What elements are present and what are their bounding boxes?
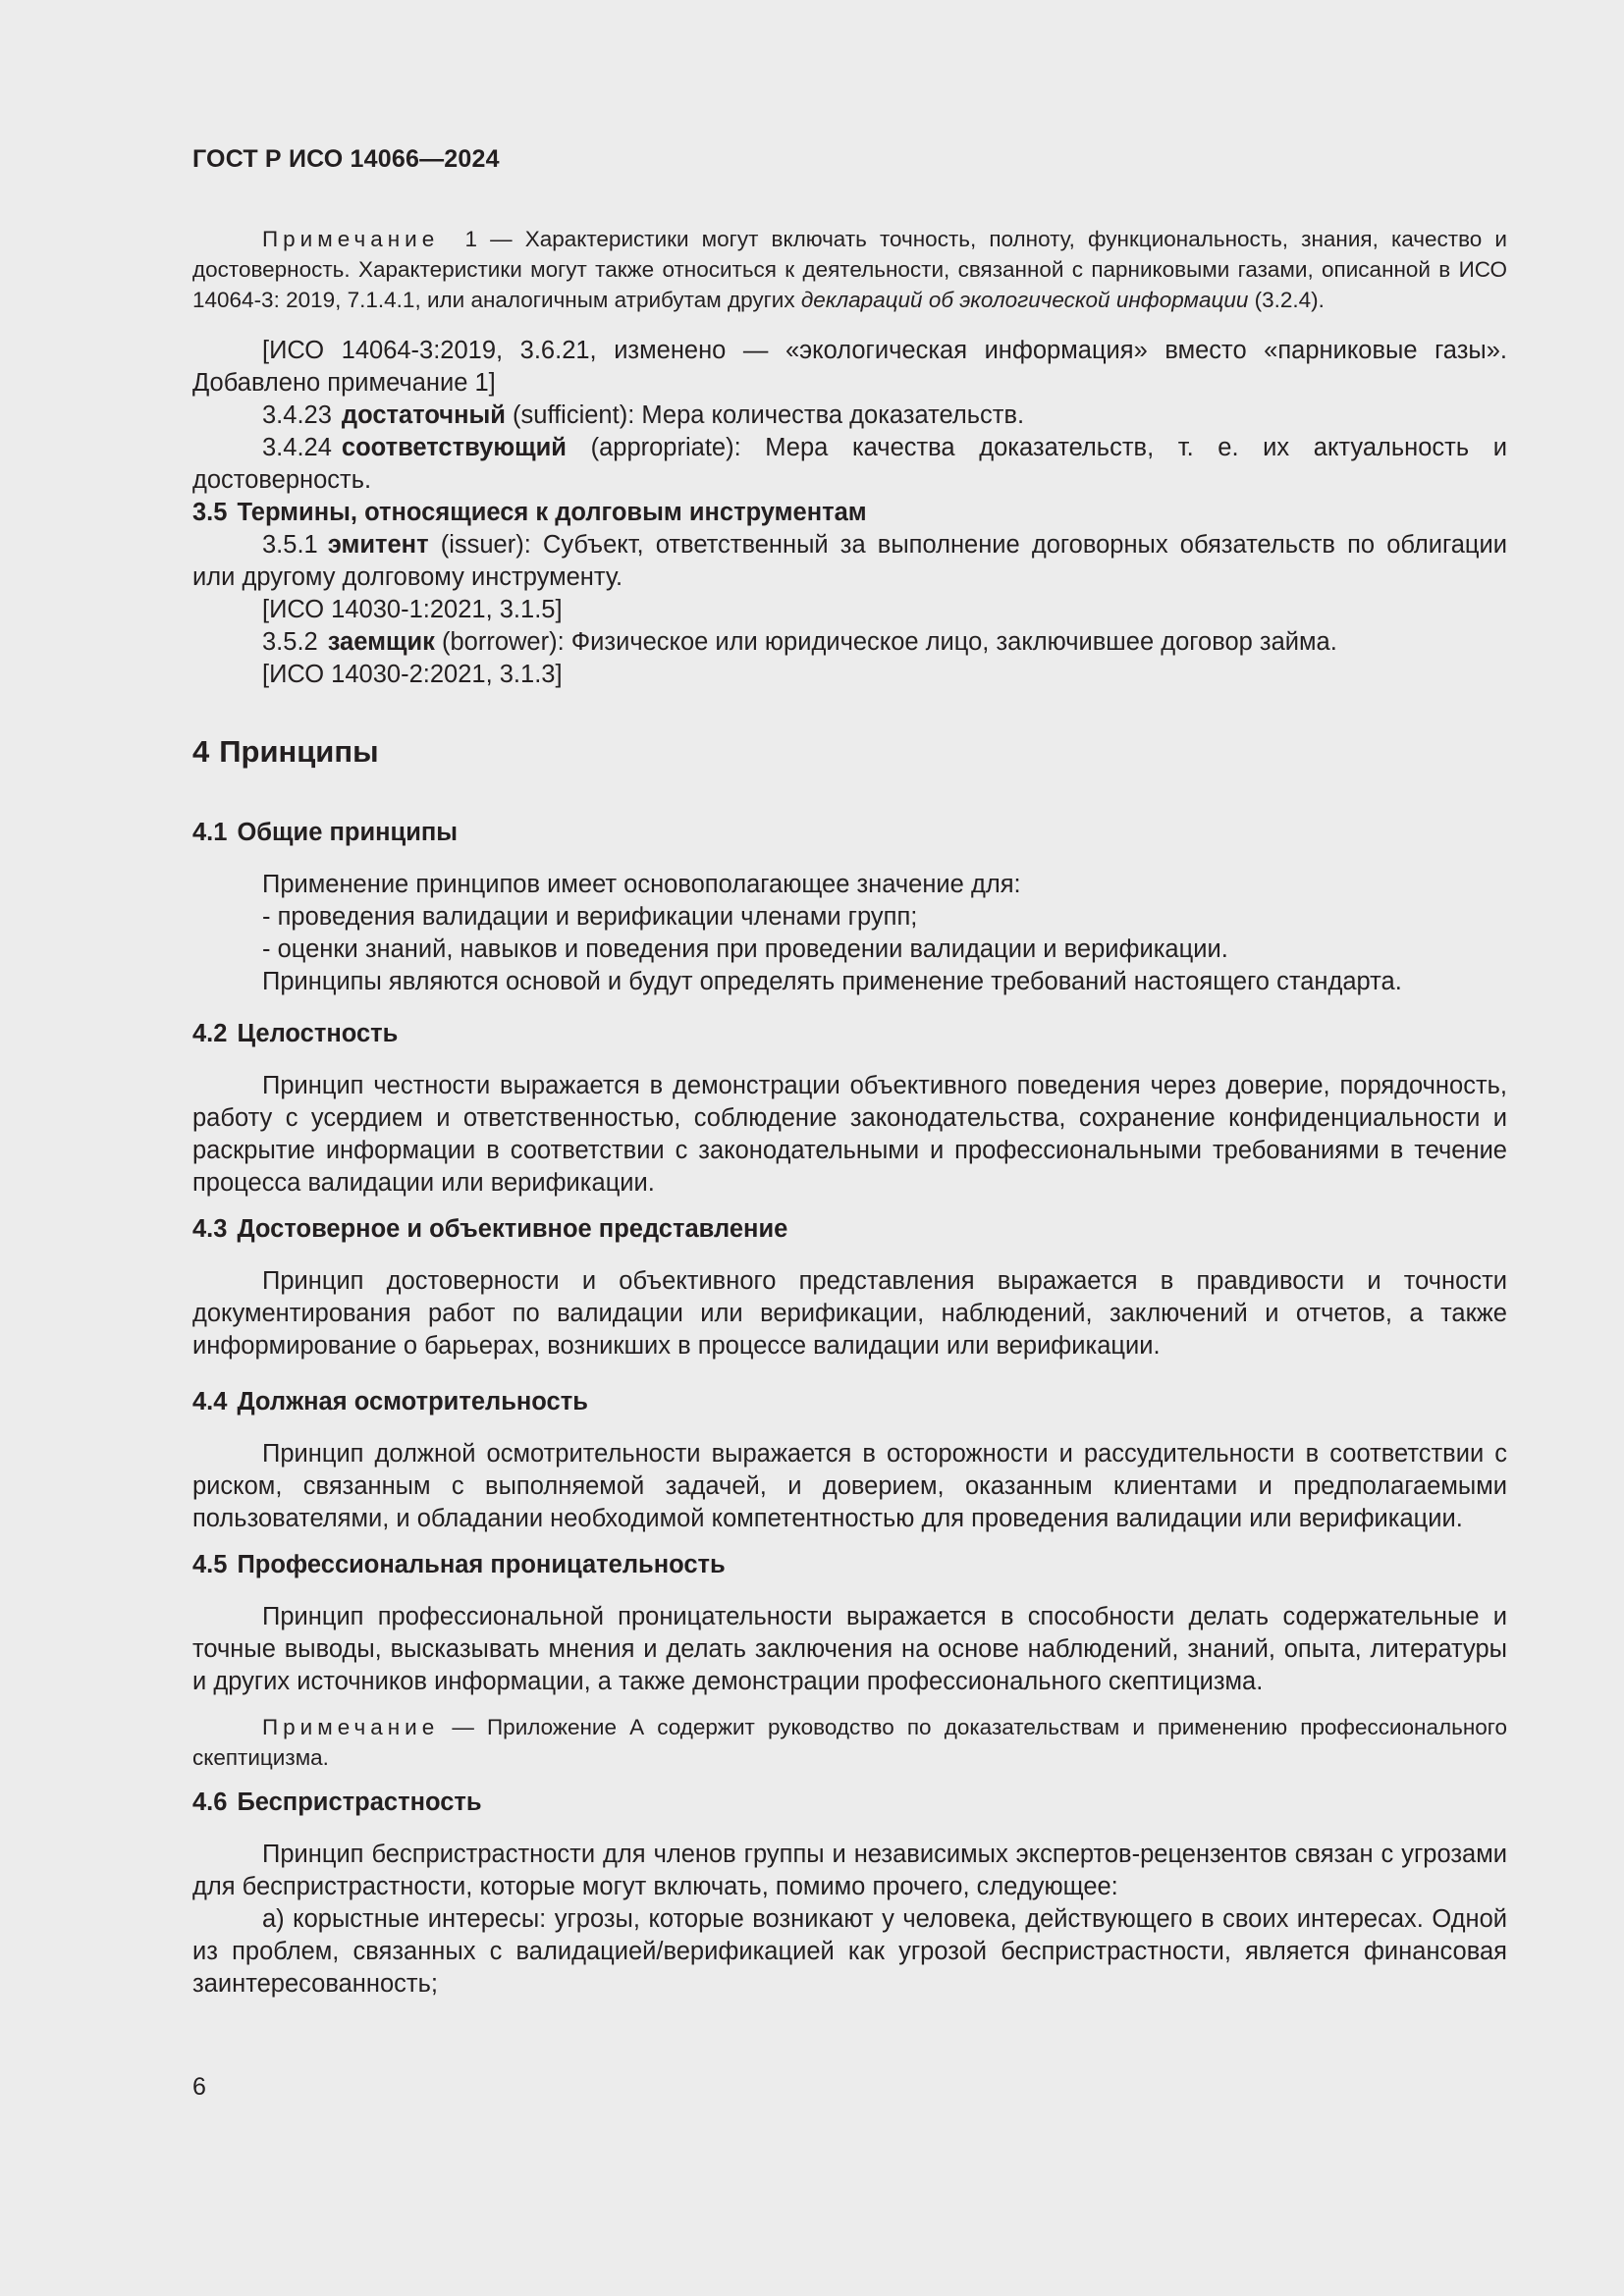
note-number: 1	[464, 227, 477, 251]
section-4-2-heading	[192, 1018, 1507, 1050]
page-content	[192, 224, 1507, 2001]
section-title: Беспристрастность	[237, 1789, 482, 1816]
section-4-1-intro: Применение принципов имеет основополагающее значение для:	[262, 871, 1021, 898]
term-definition: (borrower): Физическое или юридическое лицо, заключившее договор займа.	[434, 628, 1337, 656]
section-4-5-heading	[192, 1549, 1507, 1581]
section-4-4-heading	[192, 1386, 1507, 1418]
term-definition: (issuer): Субъект, ответственный за выполнение договорных обязательств по облигации или другому долговому инструменту.	[192, 531, 1507, 591]
section-4-6-text: Принцип беспристрастности для членов группы и независимых экспертов-рецензентов связан с угрозами для беспристрастности, которые могут включать, помимо прочего, следующее:	[192, 1841, 1507, 1900]
section-4-2-text: Принцип честности выражается в демонстрации объективного поведения через доверие, порядочность, работу с усердием и ответственностью, соблюдение законодательства, сохранение конфиденциальности и раскрытие информации в соответствии с законодательными и профессиональными требованиями в течение процесса валидации или верификации.	[192, 1072, 1507, 1197]
section-4-4-text: Принцип должной осмотрительности выражается в осторожности и рассудительности в соответствии с риском, связанным с выполняемой задачей, и доверием, оказанным клиентами и предполагаемыми пользователями, и обладании необходимой компетентностью для проведения валидации или верификации.	[192, 1440, 1507, 1532]
note-text: — Характеристики могут включать точность, полноту, функциональность, знания, качество и достоверность. Характеристики могут также относиться к деятельности, связанной с парниковыми газами, описанной в ИСО 14064-3: 2019, 7.1.4.1, или аналогичным атрибутам других	[192, 227, 1507, 312]
reference-14064: [ИСО 14064-3:2019, 3.6.21, изменено — «экологическая информация» вместо «парниковые газы». Добавлено примечание 1]	[192, 337, 1507, 397]
list-item: - проведения валидации и верификации членами групп;	[262, 903, 918, 931]
term-3-5-2	[192, 626, 1507, 659]
term-word: эмитент	[327, 531, 429, 559]
section-4-heading	[192, 732, 1507, 772]
term-number: 3.4.23	[262, 401, 332, 429]
section-4-3-heading	[192, 1213, 1507, 1246]
section-number: 4.3	[192, 1215, 228, 1243]
section-number: 4.1	[192, 819, 228, 846]
term-3-5-1	[192, 529, 1507, 594]
section-3-5-heading	[192, 497, 1507, 529]
note-label: Примечание	[262, 227, 440, 251]
section-number: 4	[192, 734, 210, 769]
term-word: соответствующий	[341, 434, 567, 461]
section-number: 4.4	[192, 1388, 228, 1415]
reference-14030-2: [ИСО 14030-2:2021, 3.1.3]	[262, 661, 563, 688]
term-word: заемщик	[327, 628, 435, 656]
term-number: 3.4.24	[262, 434, 332, 461]
term-word: достаточный	[341, 401, 506, 429]
note-1	[192, 224, 1507, 315]
document-header: ГОСТ Р ИСО 14066—2024	[192, 145, 500, 173]
section-title: Принципы	[219, 734, 379, 769]
list-item-a: а) корыстные интересы: угрозы, которые возникают у человека, действующего в своих интересах. Одной из проблем, связанных с валидацией/верификацией как угрозой беспристрастности, является финансовая заинтересованность;	[192, 1905, 1507, 1998]
term-3-4-23	[192, 400, 1507, 432]
section-number: 3.5	[192, 499, 228, 526]
section-4-3-text: Принцип достоверности и объективного представления выражается в правдивости и точности документирования работ по валидации или верификации, наблюдений, заключений и отчетов, а также информирование о барьерах, возникших в процессе валидации или верификации.	[192, 1267, 1507, 1360]
section-4-1-heading	[192, 817, 1507, 849]
section-number: 4.5	[192, 1551, 228, 1578]
term-definition: (appropriate): Мера качества доказательств, т. е. их актуальность и достоверность.	[192, 434, 1507, 494]
note-text: — Приложение А содержит руководство по доказательствам и применению профессионального скептицизма.	[192, 1715, 1507, 1770]
section-title: Профессиональная проницательность	[237, 1551, 726, 1578]
section-title: Термины, относящиеся к долговым инструментам	[237, 499, 867, 526]
term-number: 3.5.2	[262, 628, 318, 656]
list-item: - оценки знаний, навыков и поведения при проведении валидации и верификации.	[262, 935, 1228, 963]
section-number: 4.2	[192, 1020, 228, 1047]
term-definition: (sufficient): Мера количества доказательств.	[505, 401, 1025, 429]
note-italic: деклараций об экологической информации	[800, 288, 1249, 312]
note-tail: (3.2.4).	[1248, 288, 1325, 312]
term-3-4-24	[192, 432, 1507, 497]
section-title: Достоверное и объективное представление	[237, 1215, 788, 1243]
reference-14030-1: [ИСО 14030-1:2021, 3.1.5]	[262, 596, 563, 623]
section-4-6-heading	[192, 1787, 1507, 1819]
section-title: Целостность	[237, 1020, 399, 1047]
page-number: 6	[192, 2073, 206, 2101]
section-4-5-text: Принцип профессиональной проницательности выражается в способности делать содержательные и точные выводы, высказывать мнения и делать заключения на основе наблюдений, знаний, опыта, литературы и других источников информации, а также демонстрации профессионального скептицизма.	[192, 1603, 1507, 1695]
note-4-5	[192, 1712, 1507, 1773]
section-title: Общие принципы	[237, 819, 459, 846]
section-4-1-outro: Принципы являются основой и будут определять применение требований настоящего стандарта.	[262, 968, 1402, 995]
section-number: 4.6	[192, 1789, 228, 1816]
term-number: 3.5.1	[262, 531, 318, 559]
section-title: Должная осмотрительность	[237, 1388, 588, 1415]
note-label: Примечание	[262, 1715, 440, 1739]
